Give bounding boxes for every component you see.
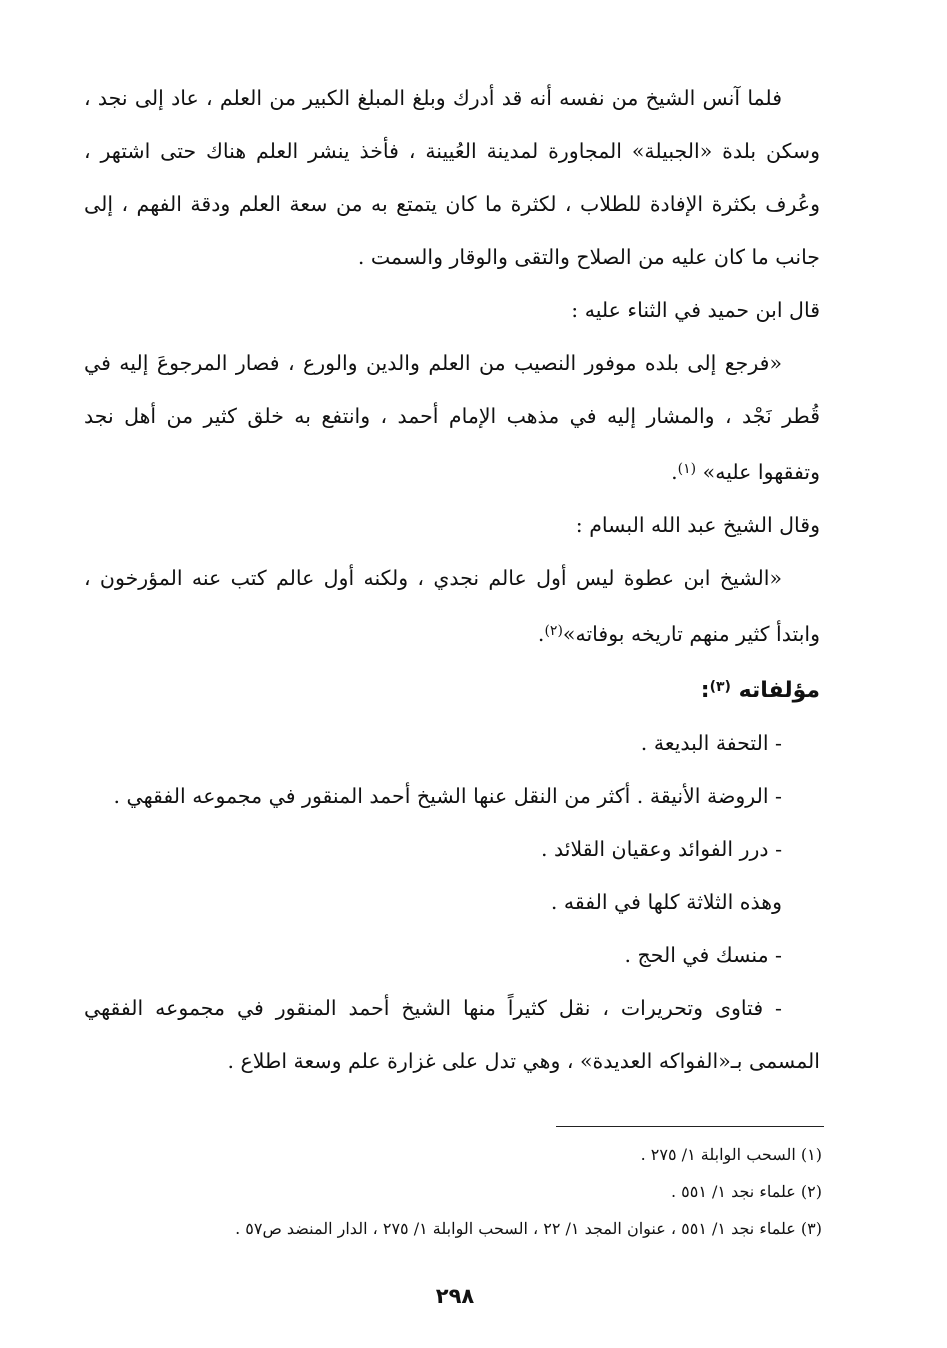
list-item-4: - منسك في الحج . bbox=[624, 943, 782, 967]
footnote-divider bbox=[556, 1126, 824, 1127]
list-item-2: - الروضة الأنيقة . أكثر من النقل عنها الشيخ أحمد المنقور في مجموعه الفقهي . bbox=[113, 784, 782, 808]
quote-2-text: «الشيخ ابن عطوة ليس أول عالم نجدي ، ولكنه أول عالم كتب عنه المؤرخون ، وابتدأ كثير منهم تاريخه بوفاته» bbox=[84, 566, 820, 646]
heading-colon: : bbox=[700, 678, 710, 703]
paragraph-3: وقال الشيخ عبد الله البسام : bbox=[575, 513, 820, 537]
list-item-1: - التحفة البديعة . bbox=[640, 731, 782, 755]
quote-1-end: . bbox=[671, 460, 678, 484]
footnote-1: (١) السحب الوابلة ١/ ٢٧٥ . bbox=[640, 1145, 822, 1164]
footnotes bbox=[84, 1136, 822, 1247]
footnote-3: (٣) علماء نجد ١/ ٥٥١ ، عنوان المجد ١/ ٢٢ ، السحب الوابلة ١/ ٢٧٥ ، الدار المنضد ص٥٧ . bbox=[235, 1219, 822, 1238]
list-item-5: - فتاوى وتحريرات ، نقل كثيراً منها الشيخ أحمد المنقور في مجموعه الفقهي المسمى بـ«الفواكه العديدة» ، وهي تدل على غزارة علم وسعة اطلاع . bbox=[84, 996, 820, 1073]
paragraph-1: فلما آنس الشيخ من نفسه أنه قد أدرك وبلغ المبلغ الكبير من العلم ، عاد إلى نجد ، وسكن بلدة «الجبيلة» المجاورة لمدينة العُيينة ، فأخذ ينشر العلم هناك حتى اشتهر ، وعُرف بكثرة الإفادة للطلاب ، لكثرة ما كان يتمتع به من سعة العلم ودقة الفهم ، إلى جانب ما كان عليه من الصلاح والتقى والوقار والسمت . bbox=[84, 86, 820, 269]
quote-ibn-humaid bbox=[84, 337, 820, 499]
quote-1-text: «فرجع إلى بلده موفور النصيب من العلم والدين والورع ، فصار المرجوعَ إليه في قُطر نَجْد ، والمشار إليه في مذهب الإمام أحمد ، وانتفع به خلق كثير من أهل نجد وتفقهوا عليه» bbox=[84, 351, 820, 484]
footnote-ref-3: (٣) bbox=[709, 679, 731, 695]
heading-text: مؤلفاته bbox=[738, 678, 820, 703]
footnote-ref-1: (١) bbox=[677, 461, 697, 477]
footnote-ref-2: (٢) bbox=[544, 623, 563, 639]
quote-bassam bbox=[84, 552, 820, 661]
footnote-2: (٢) علماء نجد ١/ ٥٥١ . bbox=[670, 1182, 822, 1201]
paragraph-2: قال ابن حميد في الثناء عليه : bbox=[571, 298, 820, 322]
page-number: ٢٩٨ bbox=[435, 1284, 475, 1308]
note-three-books: وهذه الثلاثة كلها في الفقه . bbox=[550, 890, 782, 914]
section-heading bbox=[84, 661, 820, 717]
quote-2-end: . bbox=[537, 622, 545, 646]
main-text-block bbox=[84, 72, 820, 1088]
list-item-3: - درر الفوائد وعقيان القلائد . bbox=[540, 837, 782, 861]
